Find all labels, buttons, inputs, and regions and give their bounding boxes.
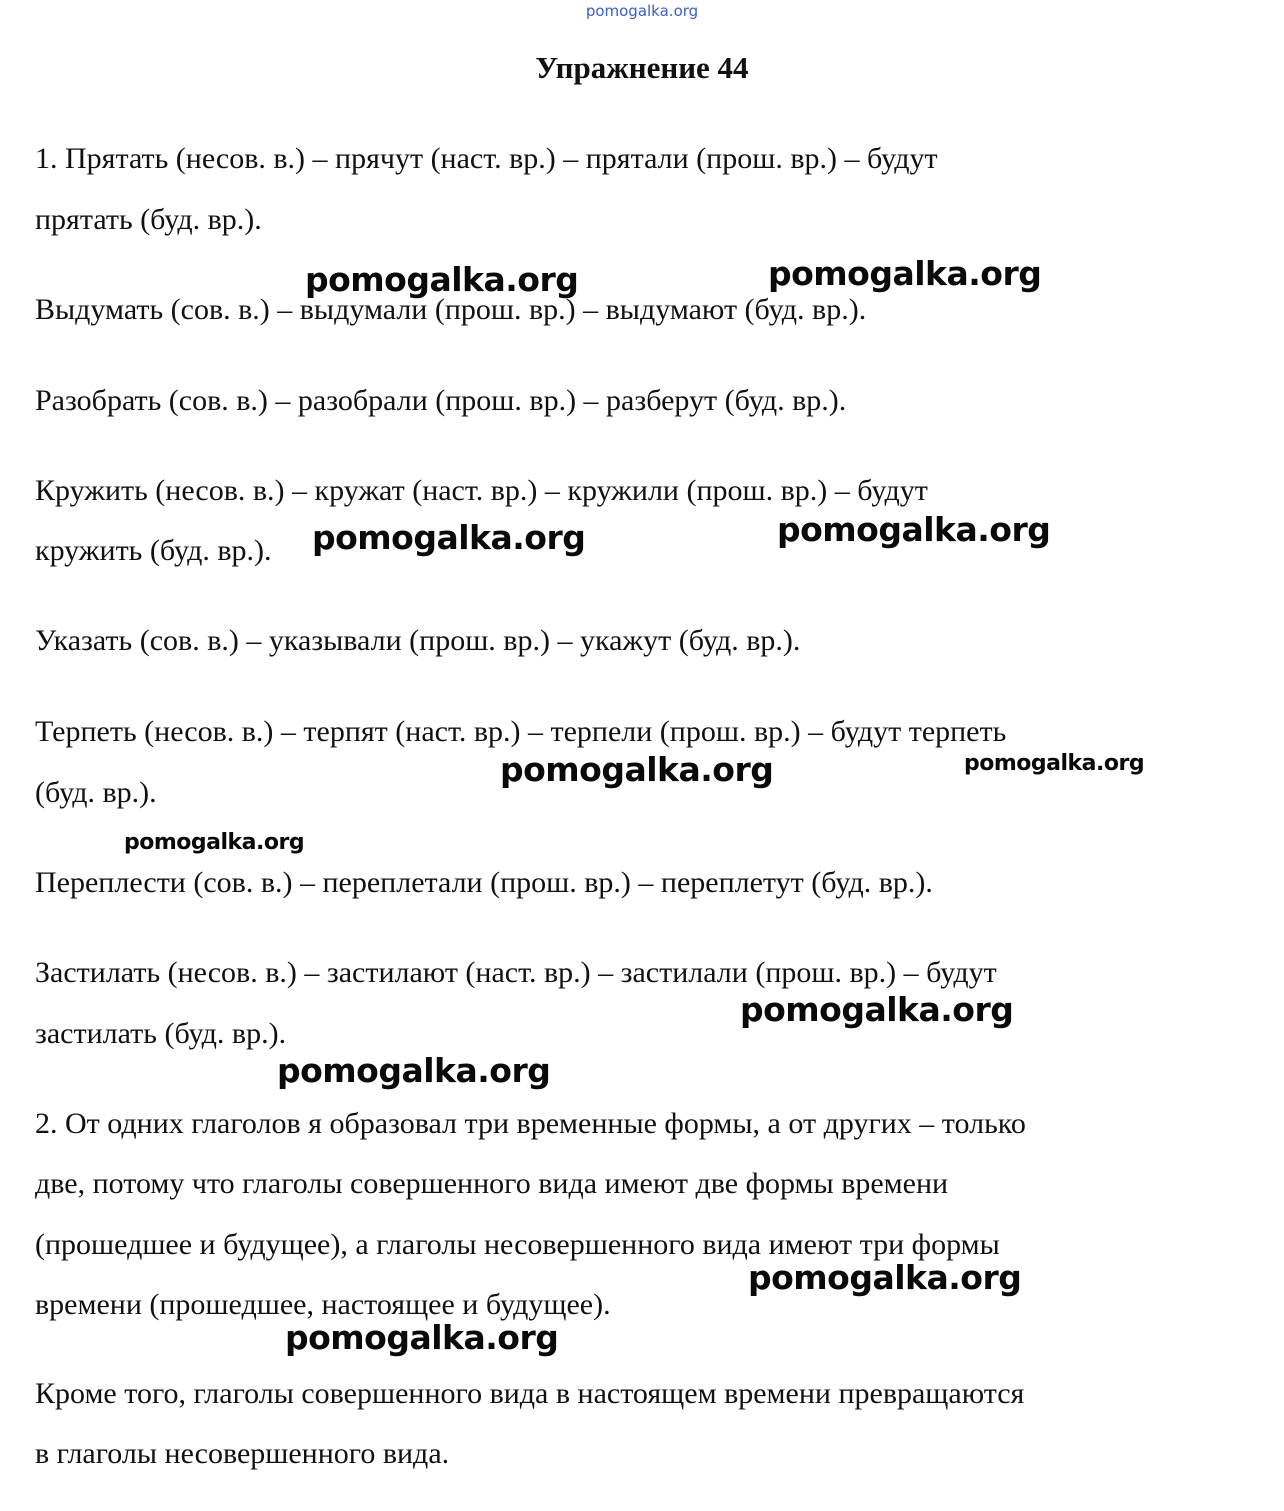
watermark: pomogalka.org — [124, 830, 305, 855]
text-line: (прошедшее и будущее), а глаголы несовершенного вида имеют три формы — [35, 1228, 1000, 1261]
watermark: pomogalka.org — [312, 518, 586, 557]
watermark: pomogalka.org — [768, 254, 1042, 293]
text-line: прятать (буд. вр.). — [35, 203, 262, 236]
watermark: pomogalka.org — [964, 751, 1145, 776]
watermark: pomogalka.org — [748, 1258, 1022, 1297]
text-line: 2. От одних глаголов я образовал три временные формы, а от других – только — [35, 1107, 1026, 1140]
watermark: pomogalka.org — [500, 750, 774, 789]
text-line: 1. Прятать (несов. в.) – прячут (наст. вр.) – прятали (прош. вр.) – будут — [35, 142, 938, 175]
text-line: Выдумать (сов. в.) – выдумали (прош. вр.) – выдумают (буд. вр.). — [35, 293, 867, 326]
watermark: pomogalka.org — [305, 260, 579, 299]
watermark: pomogalka.org — [777, 510, 1051, 549]
text-line: Терпеть (несов. в.) – терпят (наст. вр.) – терпели (прош. вр.) – будут терпеть — [35, 715, 1007, 748]
watermark: pomogalka.org — [740, 990, 1014, 1029]
text-line: застилать (буд. вр.). — [35, 1017, 287, 1050]
text-line: Кружить (несов. в.) – кружат (наст. вр.) – кружили (прош. вр.) – будут — [35, 474, 928, 507]
text-line: Переплести (сов. в.) – переплетали (прош. вр.) – переплетут (буд. вр.). — [35, 866, 933, 899]
text-line: в глаголы несовершенного вида. — [35, 1437, 450, 1470]
watermark: pomogalka.org — [277, 1051, 551, 1090]
text-line: Разобрать (сов. в.) – разобрали (прош. вр.) – разберут (буд. вр.). — [35, 384, 847, 417]
text-line: (буд. вр.). — [35, 776, 157, 809]
page-title: Упражнение 44 — [535, 50, 749, 85]
text-line: Указать (сов. в.) – указывали (прош. вр.) – укажут (буд. вр.). — [35, 624, 801, 657]
site-header-link[interactable]: pomogalka.org — [585, 2, 699, 20]
text-line: кружить (буд. вр.). — [35, 534, 272, 567]
text-line: Кроме того, глаголы совершенного вида в настоящем времени превращаются — [35, 1377, 1025, 1410]
watermark: pomogalka.org — [285, 1318, 559, 1357]
text-line: Застилать (несов. в.) – застилают (наст. вр.) – застилали (прош. вр.) – будут — [35, 956, 997, 989]
text-line: времени (прошедшее, настоящее и будущее). — [35, 1288, 611, 1321]
text-line: две, потому что глаголы совершенного вида имеют две формы времени — [35, 1167, 949, 1200]
